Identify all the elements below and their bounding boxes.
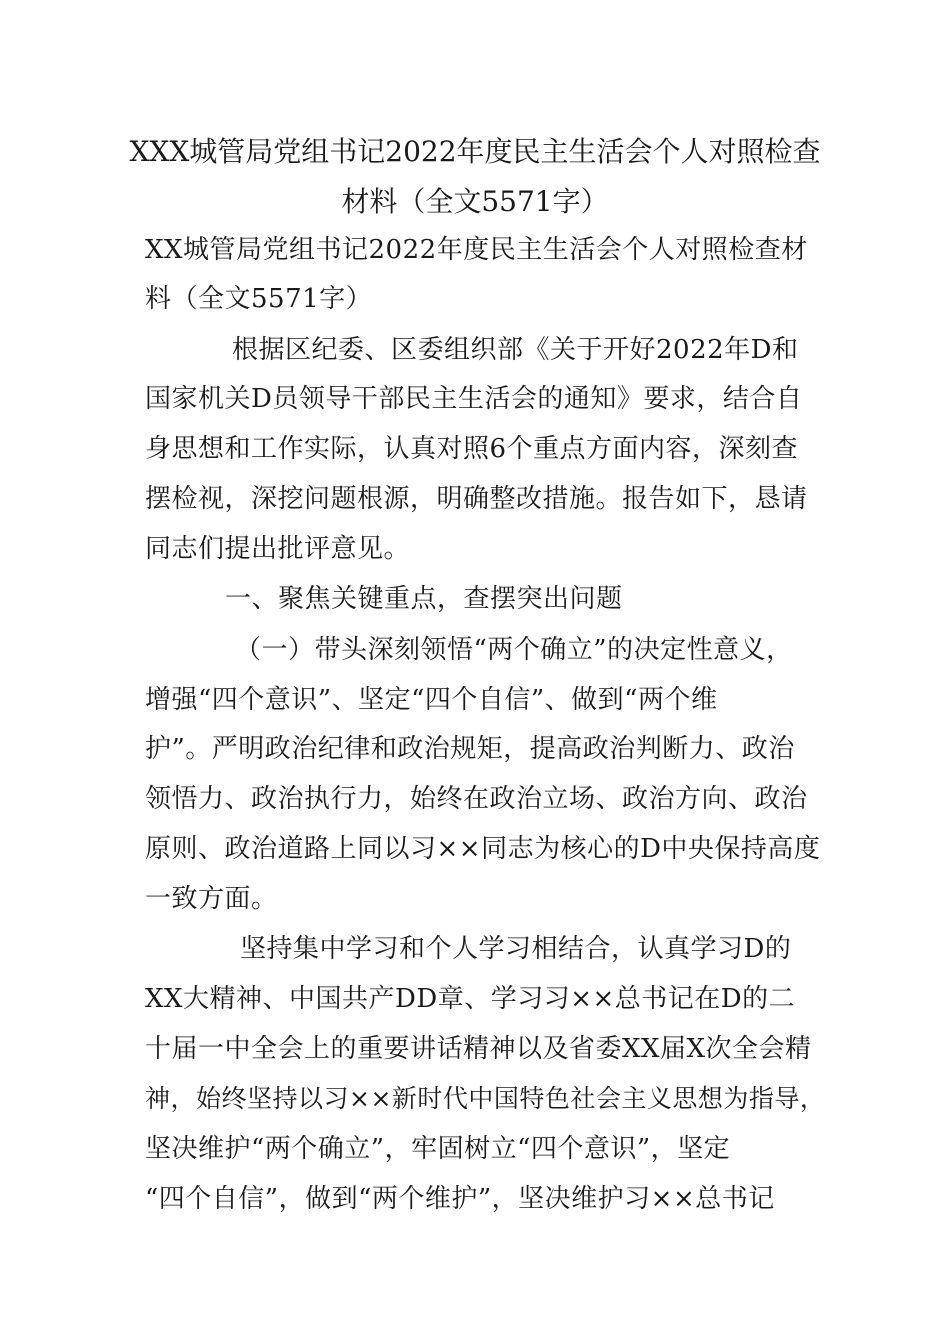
document-title-line-2: 材料（全文5571字）: [341, 185, 609, 218]
body-line: 一致方面。: [145, 884, 278, 914]
body-line: 护”。严明政治纪律和政治规矩，提高政治判断力、政治: [145, 734, 795, 764]
body-line: 增强“四个意识”、坚定“四个自信”、做到“两个维: [145, 685, 718, 715]
body-line: 料（全文5571字）: [145, 284, 373, 314]
section-heading: 一、聚焦关键重点，查摆突出问题: [225, 584, 623, 614]
body-line: 坚决维护“两个确立”，牢固树立“四个意识”，坚定: [145, 1134, 731, 1164]
document-title-line-1: XXX城管局党组书记2022年度民主生活会个人对照检查: [129, 135, 821, 168]
body-line: XX大精神、中国共产DD章、学习习××总书记在D的二: [145, 984, 796, 1014]
body-line: 原则、政治道路上同以习××同志为核心的D中央保持高度: [145, 834, 821, 864]
body-line: 摆检视，深挖问题根源，明确整改措施。报告如下，恳请: [145, 484, 808, 514]
body-line: “四个自信”，做到“两个维护”，坚决维护习××总书记: [145, 1184, 775, 1214]
body-line: 十届一中全会上的重要讲话精神以及省委XX届X次全会精: [145, 1034, 812, 1064]
body-line: 国家机关D员领导干部民主生活会的通知》要求，结合自: [145, 384, 803, 414]
body-line: 根据区纪委、区委组织部《关于开好2022年D和: [232, 335, 799, 365]
body-line: 坚持集中学习和个人学习相结合，认真学习D的: [240, 934, 792, 964]
body-line: 同志们提出批评意见。: [145, 534, 411, 564]
body-line: XX城管局党组书记2022年度民主生活会个人对照检查材: [145, 235, 808, 265]
body-line: 领悟力、政治执行力，始终在政治立场、政治方向、政治: [145, 784, 808, 814]
subsection-heading: （一）带头深刻领悟“两个确立”的决定性意义，: [235, 635, 793, 665]
body-line: 神，始终坚持以习××新时代中国特色社会主义思想为指导，: [145, 1084, 826, 1113]
body-line: 身思想和工作实际，认真对照6个重点方面内容，深刻查: [145, 434, 799, 464]
